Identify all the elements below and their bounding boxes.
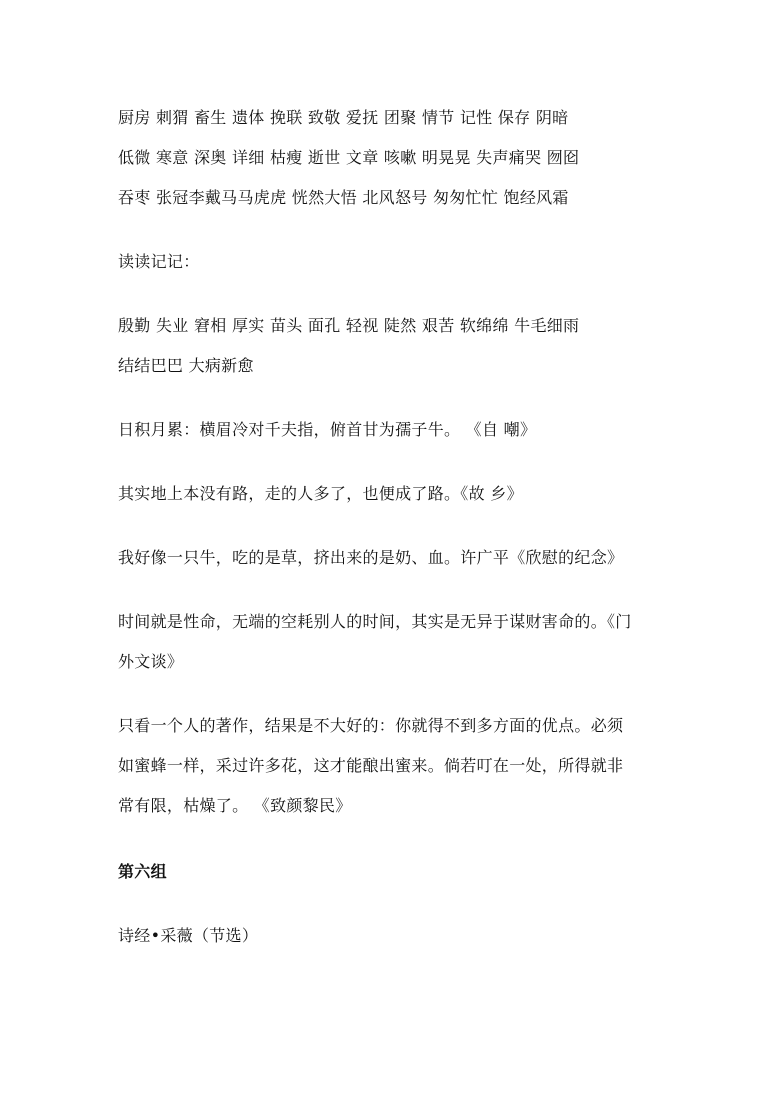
quote-paragraph xyxy=(118,706,668,826)
quote-paragraph xyxy=(118,602,668,682)
vocab-line: 吞枣 张冠李戴马马虎虎 恍然大悟 北风怒号 匆匆忙忙 饱经风霜 xyxy=(118,188,569,207)
quote-paragraph: 日积月累：横眉冷对千夫指，俯首甘为孺子牛。 《自 嘲》 xyxy=(118,420,537,439)
quote-line: 如蜜蜂一样，采过许多花，这才能酿出蜜来。倘若叮在一处，所得就非 xyxy=(118,756,624,775)
read-line: 结结巴巴 大病新愈 xyxy=(118,356,254,375)
vocab-block xyxy=(118,98,668,218)
poem-title: 诗经•采薇（节选） xyxy=(118,926,259,945)
quote-line: 常有限，枯燥了。 《致颜黎民》 xyxy=(118,796,352,815)
vocab-line: 厨房 刺猬 畜生 遗体 挽联 致敬 爱抚 团聚 情节 记性 保存 阴暗 xyxy=(118,108,569,127)
read-block xyxy=(118,306,668,386)
quote-line: 外文谈》 xyxy=(118,652,184,671)
document-content xyxy=(118,98,668,956)
read-heading: 读读记记： xyxy=(118,252,200,271)
quote-paragraph: 我好像一只牛，吃的是草，挤出来的是奶、血。许广平《欣慰的纪念》 xyxy=(118,548,624,567)
quote-paragraph: 其实地上本没有路，走的人多了，也便成了路。《故 乡》 xyxy=(118,484,523,503)
quote-line: 只看一个人的著作，结果是不大好的：你就得不到多方面的优点。必须 xyxy=(118,716,624,735)
quote-line: 时间就是性命，无端的空耗别人的时间，其实是无异于谋财害命的。《门 xyxy=(118,612,632,631)
read-line: 殷勤 失业 窘相 厚实 苗头 面孔 轻视 陡然 艰苦 软绵绵 牛毛细雨 xyxy=(118,316,580,335)
vocab-line: 低微 寒意 深奥 详细 枯瘦 逝世 文章 咳嗽 明晃晃 失声痛哭 囫囵 xyxy=(118,148,580,167)
section-title: 第六组 xyxy=(118,862,167,881)
